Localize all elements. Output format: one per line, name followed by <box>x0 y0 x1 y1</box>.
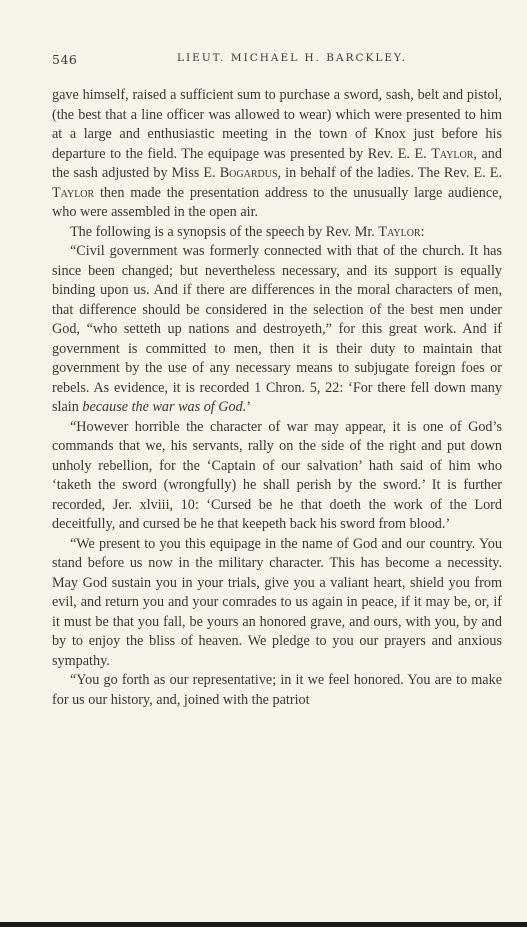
body-text <box>52 86 502 710</box>
name-taylor: Taylor <box>52 184 95 201</box>
page-header <box>52 52 502 70</box>
paragraph-speech-2: “However horrible the character of war may appear, it is one of God’s commands that we, his servants, rally on the side of the right and put down unholy rebellion, for the ‘Captain of our salvation’ hath said of him who ‘taketh the sword (wrongfully) he shall perish by the sword.’ It is further recorded, Jer. xlviii, 10: ‘Cursed be he that doeth the work of the Lord deceitfully, and cursed be he that keepeth back his sword from blood.’ <box>52 418 502 532</box>
name-taylor: Taylor <box>378 223 421 240</box>
paragraph-presentation: gave himself, raised a sufficient sum to purchase a sword, sash, belt and pistol, (the best that a line officer was allowed to wear) which were presented to him at a large and enthusiastic meeting in the town of Knox just before his departure to the field. The equipage was presented by Rev. E. E. Taylor, and the sash adjusted by Miss E. Bogardus, in behalf of the ladies. The Rev. E. E. Taylor then made the presentation address to the unusually large audience, who were assembled in the open air. <box>52 87 503 220</box>
paragraph-synopsis-intro: The following is a synopsis of the speech by Rev. Mr. Taylor: <box>70 223 425 240</box>
italic-quote: because the war was of God. <box>82 399 247 415</box>
name-bogardus: Bogardus <box>219 165 278 181</box>
name-taylor: Taylor <box>431 145 474 162</box>
page-bottom-edge <box>0 922 527 927</box>
paragraph-speech-3: “We present to you this equipage in the name of God and our country. You stand before us now in the military character. This has become a necessity. May God sustain you in your trials, give you a valiant heart, shield you from evil, and return you and your comrades to us again in peace, if it may be, or, if it must be that you fall, be yours an honored grave, and ours, with you, by and by to enjoy the bliss of heaven. We pledge to you our prayers and anxious sympathy. <box>52 535 502 669</box>
page-number: 546 <box>52 52 78 67</box>
paragraph-speech-4: “You go forth as our representative; in it we feel honored. You are to make for us our history, and, joined with the patriot <box>52 672 502 708</box>
paragraph-speech-1: “Civil government was formerly connected with that of the church. It has since been changed; but nevertheless necessary, and its support is equally binding upon us. And if there are differences in the moral characters of men, that difference should be considered in the selection of the best men under God, “who setteth up nations and destroyeth,” for this great work. And if government is committed to men, then it is their duty to maintain that government by the use of any necessary means to subjugate foreign foes or rebels. As evidence, it is recorded 1 Chron. 5, 22: ‘For there fell down many slain because the war was of God.’ <box>52 243 502 415</box>
running-head: LIEUT. MICHAEL H. BARCKLEY. <box>177 52 407 64</box>
